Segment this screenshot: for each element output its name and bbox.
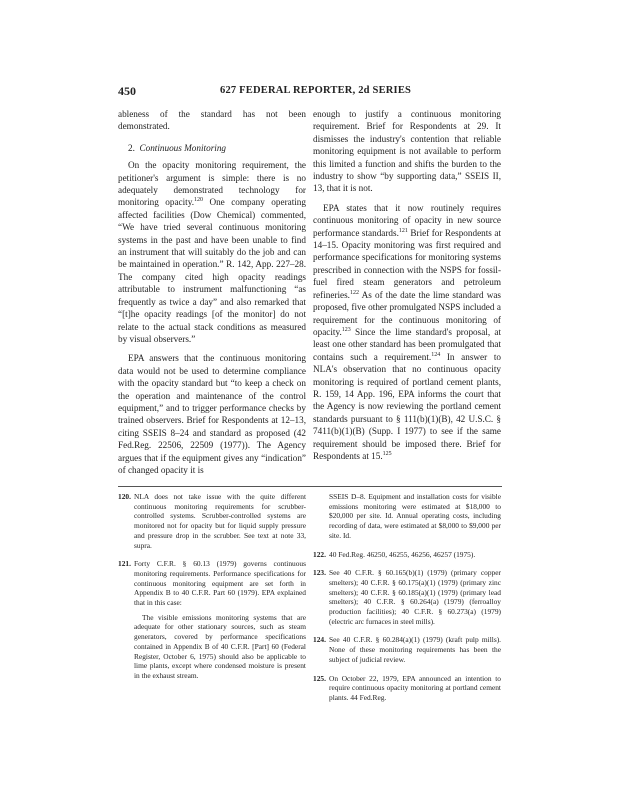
footnote-number: 124.: [313, 635, 326, 645]
footnote-number: 125.: [313, 673, 326, 683]
footnote-text: SSEIS D–8. Equipment and installation costs for visible emissions monitoring were estimated at $18,000 to $20,000 per site. Id. Annual operating costs, including recording of data, were estimated at $8,000 to $9,000 per site. Id.: [329, 492, 501, 540]
footnote: [313, 550, 501, 560]
text-span: EPA states that it now routinely requires continuous monitoring of opacity in new source performance standards.: [313, 202, 501, 238]
text-span: One company operating affected facilities (Dow Chemical) commented, “We have tried several continuous monitoring systems in the past and have been unable to find an instrument that will suitably do the job and can be maintained in operation.” R. 142, App. 227–28. The company cited high opacity readings attributable to instrument malfunctioning “as frequently as twice a day” and also remarked that “[t]he opacity readings [of the monitor] do not relate to the actual stack conditions as measured by visual observers.”: [118, 197, 306, 344]
right-text-column: [313, 108, 501, 462]
footnote: [118, 559, 306, 680]
paragraph: [118, 159, 306, 345]
footnote-number: 120.: [118, 492, 131, 501]
footnote-ref: 120: [194, 197, 204, 204]
text-span: Brief for Respondents at 14–15. Opacity monitoring was first required and performance specifications for monitoring systems prescribed in connection with the NSPS for fossil-fuel fired steam generators and petroleum refineries.: [313, 227, 501, 300]
heading-title: Continuous Monitoring: [139, 142, 227, 153]
footnote-text: See 40 C.F.R. § 60.284(a)(1) (1979) (kraft pulp mills). None of these monitoring requirements has been the subject of judicial review.: [329, 635, 501, 664]
paragraph: EPA answers that the continuous monitoring data would not be used to determine compliance with the opacity standard but “to keep a check on the operation and maintenance of the control equipment,” and to trigger performance checks by trained observers. Brief for Respondents at 12–13, citing SSEIS 8–24 and standard as proposed (42 Fed.Reg. 22506, 22509 (1977)). The Agency argues that if the equipment gives any “indication” of changed opacity it is: [118, 353, 306, 475]
section-heading: [118, 142, 306, 154]
footnotes-left: [118, 492, 306, 690]
footnote-divider: [118, 486, 502, 487]
footnote: [313, 674, 501, 703]
paragraph: [313, 202, 501, 463]
text-span: As of the date the lime standard was proposed, five other promulgated NSPS included a requirement for the continuous monitoring of opacity.: [313, 289, 501, 337]
footnote-ref: 125: [382, 450, 392, 457]
paragraph: enough to justify a continuous monitoring requirement. Brief for Respondents at 29. It dismisses the industry's contention that reliable monitoring equipment is not available to perform this limited a function and shifts the burden to the industry to show “by supporting data,” SSEIS II, 13, that it is not.: [313, 109, 501, 194]
footnote-text: See 40 C.F.R. § 60.165(b)(1) (1979) (primary copper smelters); 40 C.F.R. § 60.175(a)(1) (1979) (primary zinc smelters); 40 C.F.R. § 60.185(a)(1) (1979) (primary lead smelters); 40 C.F.R. § 60.264(a) (1979) (ferroalloy production facilities); 40 C.F.R. § 60.273(a) (1979) (electric arc furnaces in steel mills).: [329, 568, 501, 626]
footnote-number: 122.: [313, 549, 326, 559]
footnote-text: Forty C.F.R. § 60.13 (1979) governs continuous monitoring requirements. Performance specifications for continuous monitoring equipment are set forth in Appendix B to 40 C.F.R. Part 60 (1979). EPA explained that in this case:: [134, 559, 306, 608]
footnote-text: 40 Fed.Reg. 46250, 46255, 46256, 46257 (1975).: [329, 549, 476, 559]
text-span: Since the lime standard's proposal, at least one other standard has been promulgated that contains such a requirement.: [313, 326, 501, 362]
paragraph: ableness of the standard has not been demonstrated.: [118, 109, 306, 132]
footnote-continuation: [313, 492, 501, 541]
footnote: [313, 635, 501, 664]
heading-number: 2.: [128, 142, 135, 153]
footnotes-right: [313, 492, 501, 712]
footnote-ref: 121: [398, 227, 408, 234]
footnote-number: 121.: [118, 559, 131, 569]
footnote: [118, 492, 306, 550]
footnote: [313, 568, 501, 626]
page-number: 450: [118, 84, 136, 98]
footnote-ref: 124: [431, 351, 441, 358]
footnote-ref: 122: [349, 289, 359, 296]
footnote-quote: The visible emissions monitoring systems that are adequate for other stationary sources, such as steam generators, covered by performance specifications contained in Appendix B of 40 C.F.R. [Part] 60 (Federal Register, October 6, 1975) should also be applicable to lime plants, except where condensed moisture is present in the exhaust stream.: [134, 612, 306, 680]
text-span: On the opacity monitoring requirement, the petitioner's argument is simple: there is no adequately demonstrated technology for monitoring opacity.: [118, 160, 306, 208]
running-title: 627 FEDERAL REPORTER, 2d SERIES: [220, 85, 412, 96]
footnote-text: On October 22, 1979, EPA announced an intention to require continuous opacity monitoring at portland cement plants. 44 Fed.Reg.: [329, 673, 501, 702]
footnote-text: NLA does not take issue with the quite different continuous monitoring requirements for scrubber-controlled systems. Scrubber-controlled systems are monitored not for opacity but for liquid supply pressure and pressure drop in the scrubber. See text at note 33, supra.: [134, 492, 306, 550]
left-text-column: [118, 108, 306, 476]
footnote-ref: 123: [341, 326, 351, 333]
footnote-number: 123.: [313, 568, 326, 578]
text-span: In answer to NLA's observation that no continuous opacity monitoring is required of portland cement plants, R. 159, 14 App. 196, EPA informs the court that the Agency is now reviewing the portland cement standards pursuant to § 111(b)(1)(B), 42 U.S.C. § 7411(b)(1)(B) (Supp. I 1977) to see if the same requirement should be imposed there. Brief for Respondents at 15.: [313, 351, 501, 461]
